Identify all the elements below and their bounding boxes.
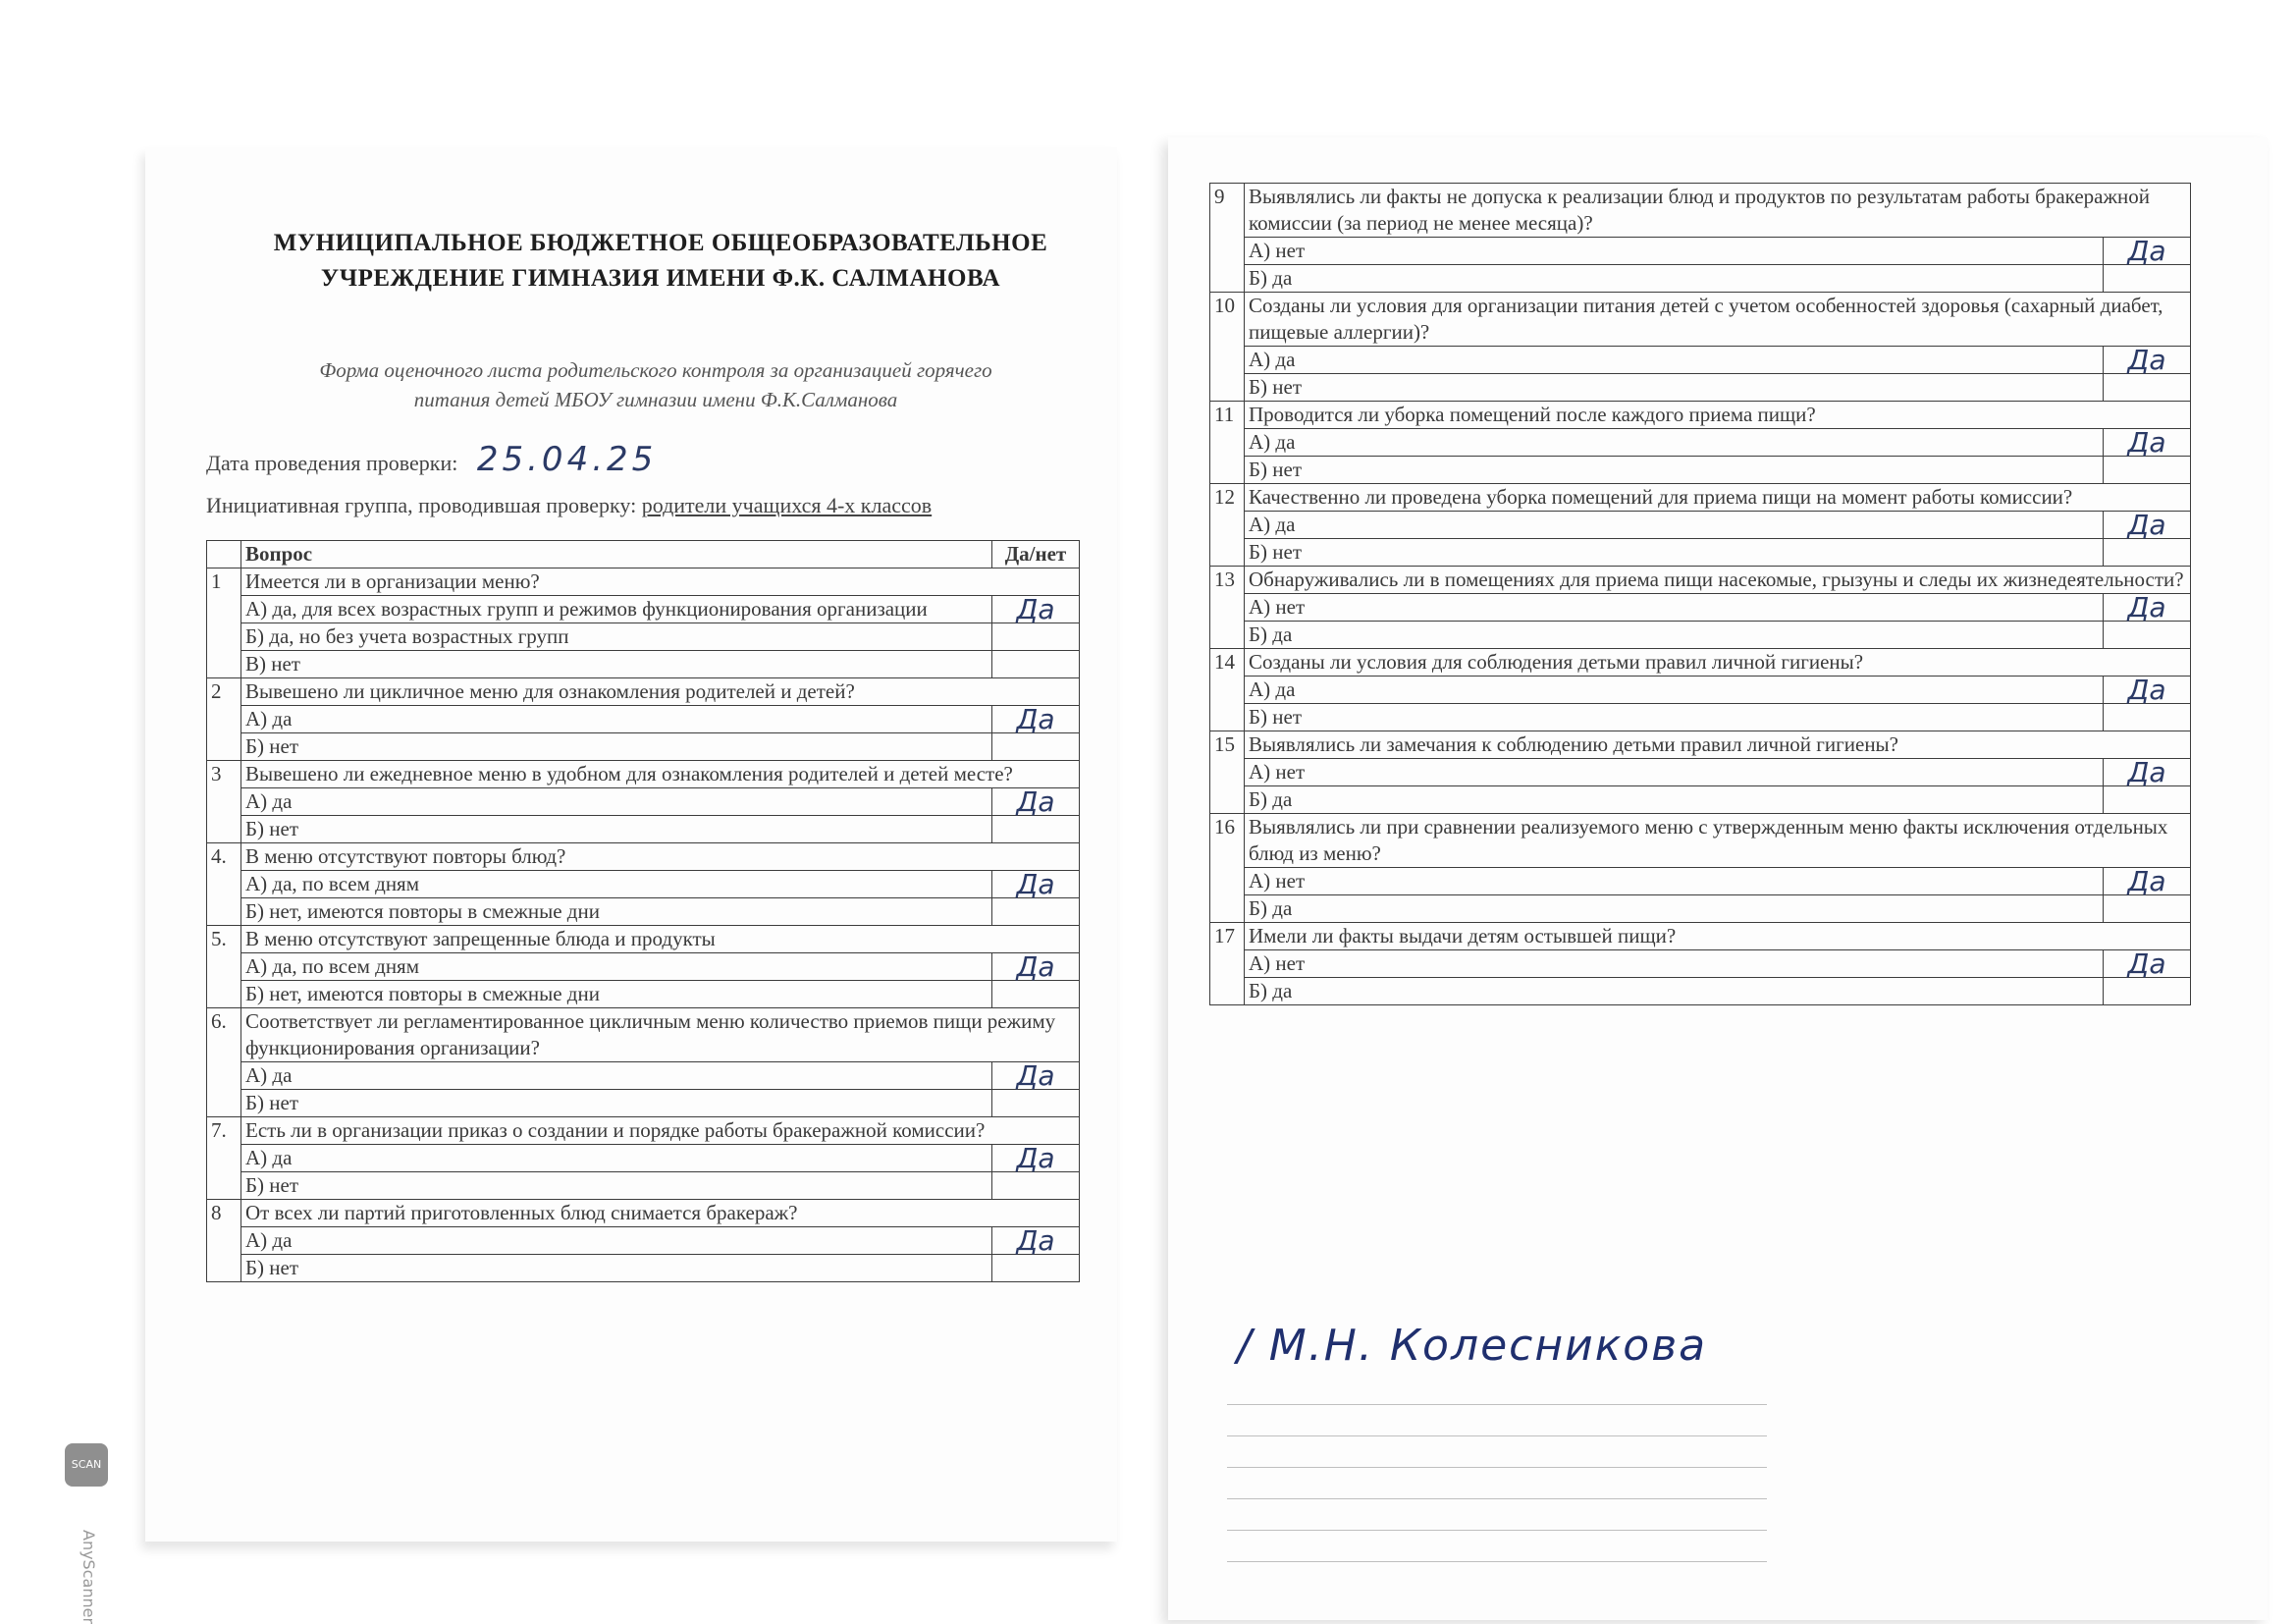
option-text: Б) нет, имеются повторы в смежные дни (241, 981, 992, 1008)
answer-mark (2104, 374, 2191, 402)
answer-mark (2104, 622, 2191, 649)
option-row (1210, 429, 2191, 457)
option-text: Б) нет (1245, 457, 2104, 484)
option-row (207, 1062, 1080, 1090)
answer-mark (992, 733, 1080, 761)
option-text: Б) да (1245, 895, 2104, 923)
option-text: Б) да (1245, 265, 2104, 293)
answer-mark: Да (2104, 868, 2191, 895)
option-row (207, 596, 1080, 623)
right-question-table (1209, 183, 2191, 1005)
option-text: А) нет (1245, 950, 2104, 978)
option-row (1210, 512, 2191, 539)
option-row (1210, 950, 2191, 978)
answer-mark: Да (992, 706, 1080, 733)
answer-mark (2104, 786, 2191, 814)
answer-mark (2104, 457, 2191, 484)
question-row (1210, 184, 2191, 238)
option-row (207, 1145, 1080, 1172)
option-text: Б) да, но без учета возрастных групп (241, 623, 992, 651)
scan-icon: SCAN (65, 1443, 108, 1487)
question-number: 8 (207, 1200, 241, 1282)
option-text: Б) нет (1245, 374, 2104, 402)
header-question: Вопрос (241, 541, 992, 568)
answer-mark (992, 623, 1080, 651)
option-text: А) нет (1245, 759, 2104, 786)
option-row (207, 953, 1080, 981)
option-text: Б) да (1245, 978, 2104, 1005)
answer-mark: Да (2104, 429, 2191, 457)
answer-mark: Да (2104, 347, 2191, 374)
answer-mark (2104, 895, 2191, 923)
question-number: 1 (207, 568, 241, 678)
question-number: 12 (1210, 484, 1245, 567)
scanner-label: AnyScanner (80, 1530, 98, 1624)
question-row (1210, 567, 2191, 594)
answer-mark: Да (992, 1227, 1080, 1255)
question-row (1210, 402, 2191, 429)
option-row (1210, 978, 2191, 1005)
option-row (1210, 374, 2191, 402)
question-number: 15 (1210, 731, 1245, 814)
option-row (207, 1172, 1080, 1200)
question-row (207, 568, 1080, 596)
option-row (207, 623, 1080, 651)
question-row (1210, 814, 2191, 868)
question-row (207, 678, 1080, 706)
option-text: Б) нет (241, 1090, 992, 1117)
question-text: Обнаруживались ли в помещениях для приема пищи насекомые, грызуны и следы их жизнедеятельности? (1245, 567, 2191, 594)
option-text: Б) нет (241, 733, 992, 761)
option-text: А) да, по всем дням (241, 871, 992, 898)
answer-mark: Да (992, 1062, 1080, 1090)
question-text: Есть ли в организации приказ о создании и порядке работы бракеражной комиссии? (241, 1117, 1080, 1145)
answer-mark (992, 1090, 1080, 1117)
blank-line (1227, 1530, 1767, 1531)
option-row (1210, 677, 2191, 704)
question-row (207, 1008, 1080, 1062)
answer-mark (992, 1172, 1080, 1200)
option-text: А) да (241, 706, 992, 733)
question-row (207, 843, 1080, 871)
option-row (1210, 539, 2191, 567)
question-number: 5. (207, 926, 241, 1008)
question-text: Качественно ли проведена уборка помещений для приема пищи на момент работы комиссии? (1245, 484, 2191, 512)
option-row (207, 816, 1080, 843)
option-text: А) да (241, 788, 992, 816)
question-text: Имеется ли в организации меню? (241, 568, 1080, 596)
question-text: Выявлялись ли факты не допуска к реализации блюд и продуктов по результатам работы бракеражной комиссии (за период не менее месяца)? (1245, 184, 2191, 238)
option-row (207, 981, 1080, 1008)
option-text: Б) нет (241, 1255, 992, 1282)
option-text: Б) нет (1245, 539, 2104, 567)
option-row (1210, 622, 2191, 649)
question-number: 14 (1210, 649, 1245, 731)
option-row (1210, 347, 2191, 374)
answer-mark (2104, 539, 2191, 567)
date-label: Дата проведения проверки: (206, 451, 458, 475)
option-row (207, 651, 1080, 678)
question-number: 10 (1210, 293, 1245, 402)
option-row (1210, 457, 2191, 484)
inspection-date (206, 440, 657, 479)
option-row (207, 1227, 1080, 1255)
option-text: А) да (241, 1062, 992, 1090)
answer-mark (2104, 704, 2191, 731)
question-number: 11 (1210, 402, 1245, 484)
answer-mark: Да (2104, 512, 2191, 539)
question-row (1210, 484, 2191, 512)
answer-mark (992, 898, 1080, 926)
question-row (1210, 731, 2191, 759)
option-text: А) да (1245, 677, 2104, 704)
left-page (145, 147, 1117, 1542)
question-row (1210, 923, 2191, 950)
question-text: Вывешено ли цикличное меню для ознакомления родителей и детей? (241, 678, 1080, 706)
option-text: В) нет (241, 651, 992, 678)
question-number: 17 (1210, 923, 1245, 1005)
option-text: А) нет (1245, 594, 2104, 622)
signature: / М.Н. Колесникова (1237, 1321, 1708, 1371)
option-text: Б) да (1245, 622, 2104, 649)
left-question-table (206, 540, 1080, 1282)
question-row (1210, 649, 2191, 677)
question-number: 16 (1210, 814, 1245, 923)
blank-line (1227, 1561, 1767, 1562)
answer-mark (2104, 978, 2191, 1005)
option-text: А) да (1245, 512, 2104, 539)
option-row (207, 1255, 1080, 1282)
answer-mark: Да (992, 953, 1080, 981)
right-page (1168, 137, 2268, 1620)
answer-mark: Да (992, 788, 1080, 816)
option-text: А) да (241, 1227, 992, 1255)
option-row (1210, 895, 2191, 923)
question-number: 3 (207, 761, 241, 843)
answer-mark (992, 816, 1080, 843)
table-header-row (207, 541, 1080, 568)
option-text: А) нет (1245, 868, 2104, 895)
option-row (1210, 786, 2191, 814)
question-text: Созданы ли условия для организации питания детей с учетом особенностей здоровья (сахарный диабет, пищевые аллергии)? (1245, 293, 2191, 347)
answer-mark (992, 981, 1080, 1008)
option-text: Б) нет (241, 1172, 992, 1200)
option-row (207, 871, 1080, 898)
option-row (207, 788, 1080, 816)
option-text: Б) нет, имеются повторы в смежные дни (241, 898, 992, 926)
option-row (1210, 868, 2191, 895)
option-text: А) да (1245, 429, 2104, 457)
header-num-cell (207, 541, 241, 568)
option-row (1210, 594, 2191, 622)
blank-line (1227, 1435, 1767, 1436)
option-text: Б) да (1245, 786, 2104, 814)
answer-mark (992, 1255, 1080, 1282)
option-row (207, 1090, 1080, 1117)
question-text: Выявлялись ли при сравнении реализуемого меню с утвержденным меню факты исключения отдельных блюд из меню? (1245, 814, 2191, 868)
option-text: А) нет (1245, 238, 2104, 265)
question-row (207, 1117, 1080, 1145)
question-text: В меню отсутствуют повторы блюд? (241, 843, 1080, 871)
option-row (207, 733, 1080, 761)
answer-mark: Да (2104, 594, 2191, 622)
header-answer: Да/нет (992, 541, 1080, 568)
question-number: 7. (207, 1117, 241, 1200)
option-row (207, 898, 1080, 926)
question-row (207, 1200, 1080, 1227)
question-text: В меню отсутствуют запрещенные блюда и продукты (241, 926, 1080, 953)
question-number: 13 (1210, 567, 1245, 649)
question-text: Созданы ли условия для соблюдения детьми правил личной гигиены? (1245, 649, 2191, 677)
answer-mark: Да (992, 871, 1080, 898)
question-text: Выявлялись ли замечания к соблюдению детьми правил личной гигиены? (1245, 731, 2191, 759)
blank-line (1227, 1467, 1767, 1468)
answer-mark: Да (992, 1145, 1080, 1172)
question-row (207, 926, 1080, 953)
answer-mark (2104, 265, 2191, 293)
option-text: Б) нет (241, 816, 992, 843)
answer-mark: Да (2104, 677, 2191, 704)
option-row (1210, 238, 2191, 265)
question-row (207, 761, 1080, 788)
option-row (1210, 265, 2191, 293)
answer-mark: Да (2104, 950, 2191, 978)
answer-mark: Да (2104, 759, 2191, 786)
question-number: 4. (207, 843, 241, 926)
question-number: 9 (1210, 184, 1245, 293)
answer-mark: Да (2104, 238, 2191, 265)
option-text: А) да (241, 1145, 992, 1172)
option-text: А) да (1245, 347, 2104, 374)
question-row (1210, 293, 2191, 347)
org-title: МУНИЦИПАЛЬНОЕ БЮДЖЕТНОЕ ОБЩЕОБРАЗОВАТЕЛЬНОЕ УЧРЕЖДЕНИЕ ГИМНАЗИЯ ИМЕНИ Ф.К. САЛМАНОВА (273, 230, 1048, 292)
group-value: родители учащихся 4-х классов (641, 493, 933, 517)
form-subtitle: Форма оценочного листа родительского контроля за организацией горячего питания детей МБОУ гимназии имени Ф.К.Салманова (319, 358, 992, 411)
option-text: А) да, для всех возрастных групп и режимов функционирования организации (241, 596, 992, 623)
question-number: 6. (207, 1008, 241, 1117)
question-text: Имели ли факты выдачи детям остывшей пищи? (1245, 923, 2191, 950)
option-row (1210, 704, 2191, 731)
option-row (207, 706, 1080, 733)
question-text: Вывешено ли ежедневное меню в удобном для ознакомления родителей и детей месте? (241, 761, 1080, 788)
option-row (1210, 759, 2191, 786)
answer-mark: Да (992, 596, 1080, 623)
inspection-group (206, 493, 932, 518)
date-value: 25.04.25 (476, 440, 658, 479)
scanner-watermark (65, 1443, 108, 1624)
option-text: А) да, по всем дням (241, 953, 992, 981)
question-text: От всех ли партий приготовленных блюд снимается бракераж? (241, 1200, 1080, 1227)
blank-line (1227, 1498, 1767, 1499)
blank-line (1227, 1404, 1767, 1405)
question-text: Соответствует ли регламентированное цикличным меню количество приемов пищи режиму функционирования организации? (241, 1008, 1080, 1062)
option-text: Б) нет (1245, 704, 2104, 731)
question-text: Проводится ли уборка помещений после каждого приема пищи? (1245, 402, 2191, 429)
question-number: 2 (207, 678, 241, 761)
answer-mark (992, 651, 1080, 678)
group-label: Инициативная группа, проводившая проверку: (206, 493, 637, 517)
